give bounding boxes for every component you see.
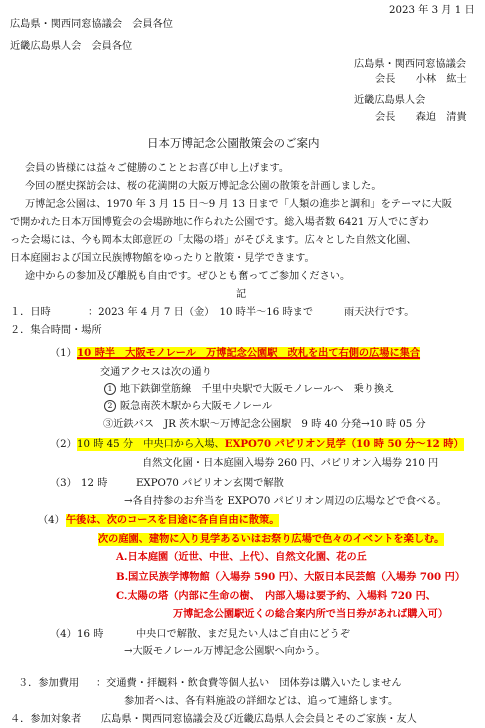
s3-time: 12 時 <box>81 478 108 489</box>
s3-number: （3） <box>50 478 77 489</box>
course-c-note: 万博記念公園駅近くの総合案内所で当日券があれば購入可） <box>173 608 449 620</box>
s5-number: （4） <box>50 629 77 640</box>
sender-org-2: 近畿広島県人会 <box>354 95 426 106</box>
body-line-6: 日本庭園および国立民族博物館をゆったりと散策・見学できます。 <box>10 253 315 264</box>
access-route-1 <box>104 383 394 396</box>
addressee-2: 近畿広島県人会 会員各位 <box>10 41 133 52</box>
body-line-3: 万博記念公園は、1970 年 3 月 15 日～9 月 13 日まで「人類の進歩と調和」をテーマに大阪 <box>25 199 452 210</box>
access-route-2-text: 阪急南茨木駅から大阪モノレール <box>120 401 273 412</box>
access-route-1-text: 地下鉄御堂筋線 千里中央駅で大阪モノレールへ 乗り換え <box>120 384 395 395</box>
s4-lead: 次の庭園、建物に入り見学あるいはお祭り広場で色々のイベントを楽しむ。 <box>98 533 445 545</box>
body-line-1: 会員の皆様には益々ご健勝のこととお喜び申し上げます。 <box>25 163 290 174</box>
s4-number: （4） <box>38 515 65 526</box>
s1-meeting-point: 10 時半 大阪モノレール 万博記念公園駅 改札を出て右側の広場に集合 <box>77 347 421 359</box>
body-line-5: った会場には、今も岡本太郎意匠の「太陽の塔」がそびえます。広々とした自然文化園、 <box>10 235 417 246</box>
item-4-label: ４．参加対象者 <box>10 714 82 725</box>
item-3-text: ：交通費・拝観料・飲食費等個人払い 団体券は購入いたしません <box>96 678 402 689</box>
s5-direction: →大阪モノレール万博記念公園駅へ向かう。 <box>124 646 326 657</box>
s4-heading: 午後は、次のコースを目途に各自自由に散策。 <box>66 514 280 526</box>
sender-org-1: 広島県・関西同窓協議会 <box>354 59 467 70</box>
item-1-note: 雨天決行です。 <box>344 307 415 318</box>
s2-entry: 10 時 45 分 中央口から入場、 <box>77 439 225 450</box>
body-line-4: で開かれた日本万国博覧会の会場跡地に作られた公園です。総入場者数 6421 万人でにぎわ <box>10 217 429 228</box>
item-3-label: ３．参加費用 <box>18 678 80 689</box>
course-b: B.国立民族学博物館（入場券 590 円）、大阪日本民芸館（入場券 700 円） <box>116 571 466 583</box>
item-4-text: 広島県・関西同窓協議会及び近畿広島県人会会員とそのご家族・友人 <box>101 714 417 725</box>
s2-highlight <box>77 438 464 451</box>
s2-tickets: 自然文化園・日本庭園入場券 260 円、パビリオン入場券 210 円 <box>142 458 439 469</box>
access-route-2 <box>104 400 272 413</box>
s5-text: 中央口で解散、まだ見たい人はご自由にどうぞ <box>136 629 350 640</box>
item-1-text: ：2023 年 4 月 7 日（金） 10 時半～16 時まで <box>88 307 314 318</box>
course-a: A.日本庭園（近世、中世、上代）、自然文化園、花の丘 <box>116 551 367 563</box>
access-route-3: ③近鉄バス JR 茨木駅～万博記念公園駅 9 時 40 分発→10 時 05 分 <box>103 419 426 430</box>
s2-number: （2） <box>50 439 77 450</box>
circled-number-2: 2 <box>104 400 116 412</box>
access-heading: 交通アクセスは次の通り <box>100 367 212 378</box>
course-c: C.太陽の塔（内部に生命の樹、 内部入場は要予約、入場料 720 円、 <box>116 590 436 602</box>
s3-text: EXPO70 パビリオン玄関で解散 <box>136 478 284 489</box>
circled-number-1: 1 <box>104 383 116 395</box>
item-3-sub: 参加者へは、各有料施設の詳細などは、追って連絡します。 <box>124 696 399 707</box>
sender-chair-1: 会長 小林 紘士 <box>375 74 467 85</box>
s5-time: 16 時 <box>77 629 104 640</box>
s3-lunch: →各自持参のお弁当を EXPO70 パビリオン周辺の広場などで食べる。 <box>124 496 447 507</box>
document-title: 日本万博記念公園散策会のご案内 <box>147 136 320 150</box>
sender-chair-2: 会長 森迫 清貴 <box>375 112 467 123</box>
body-line-7: 途中からの参加及び離脱も自由です。ぜひとも奮ってご参加ください。 <box>25 271 351 282</box>
s2-pavilion: EXPO70 パビリオン見学（10 時 50 分～12 時） <box>224 438 464 450</box>
item-2-label: ２．集合時間・場所 <box>10 325 102 336</box>
document-date: 2023 年 3 月 1 日 <box>389 5 475 16</box>
item-1-label: １．日時 <box>10 307 51 318</box>
body-line-2: 今回の歴史探訪会は、桜の花満開の大阪万博記念公園の散策を計画しました。 <box>25 181 382 192</box>
addressee-1: 広島県・関西同窓協議会 会員各位 <box>10 19 173 30</box>
s1-number: （1） <box>50 348 77 359</box>
ki-heading: 記 <box>236 289 247 300</box>
